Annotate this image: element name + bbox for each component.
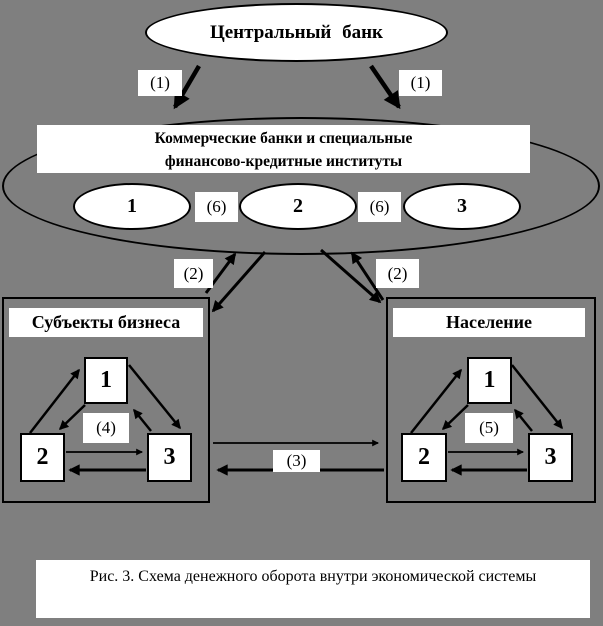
business-node-2: 2	[20, 433, 65, 482]
flow-2-label-right: (2)	[376, 259, 419, 288]
population-node-1: 1	[467, 357, 512, 404]
commercial-banks-heading	[37, 125, 530, 173]
business-inner-label: (4)	[83, 413, 129, 443]
arrow-pop-2-to-1	[411, 370, 461, 433]
arrow-biz-2-to-1	[30, 370, 79, 433]
flow-1-label-left: (1)	[138, 70, 182, 96]
arrow-biz-1-to-3	[129, 365, 180, 428]
population-node-3: 3	[528, 433, 573, 482]
commercial-banks-heading-line2: финансово-кредитные институты	[164, 153, 403, 170]
arrow-banks-to-business	[213, 252, 265, 311]
interbank-label-left: (6)	[195, 192, 238, 222]
bank-node-1: 1	[73, 183, 191, 230]
business-title: Субъекты бизнеса	[9, 308, 203, 337]
arrow-pop-1-to-3	[512, 365, 562, 428]
figure-caption: Рис. 3. Схема денежного оборота внутри экономической системы	[36, 560, 590, 618]
flow-3-label: (3)	[273, 450, 320, 472]
business-node-3: 3	[147, 433, 192, 482]
central-bank-label: Центральный банк	[209, 21, 384, 43]
arrow-pop-3-to-1	[515, 410, 532, 431]
arrow-cb-to-banks-right	[371, 66, 399, 107]
interbank-label-right: (6)	[358, 192, 401, 222]
arrow-biz-1-to-2	[60, 405, 85, 429]
population-node-2: 2	[401, 433, 447, 482]
flow-1-label-right: (1)	[399, 70, 442, 96]
arrow-banks-to-population	[321, 250, 380, 302]
arrow-biz-3-to-1	[134, 410, 151, 431]
population-title: Население	[393, 308, 585, 337]
bank-node-2: 2	[239, 183, 357, 230]
flow-2-label-left: (2)	[174, 259, 213, 288]
commercial-banks-heading-line1: Коммерческие банки и специальные	[154, 130, 413, 147]
business-node-1: 1	[84, 357, 128, 404]
bank-node-3: 3	[403, 183, 521, 230]
population-inner-label: (5)	[465, 413, 513, 443]
